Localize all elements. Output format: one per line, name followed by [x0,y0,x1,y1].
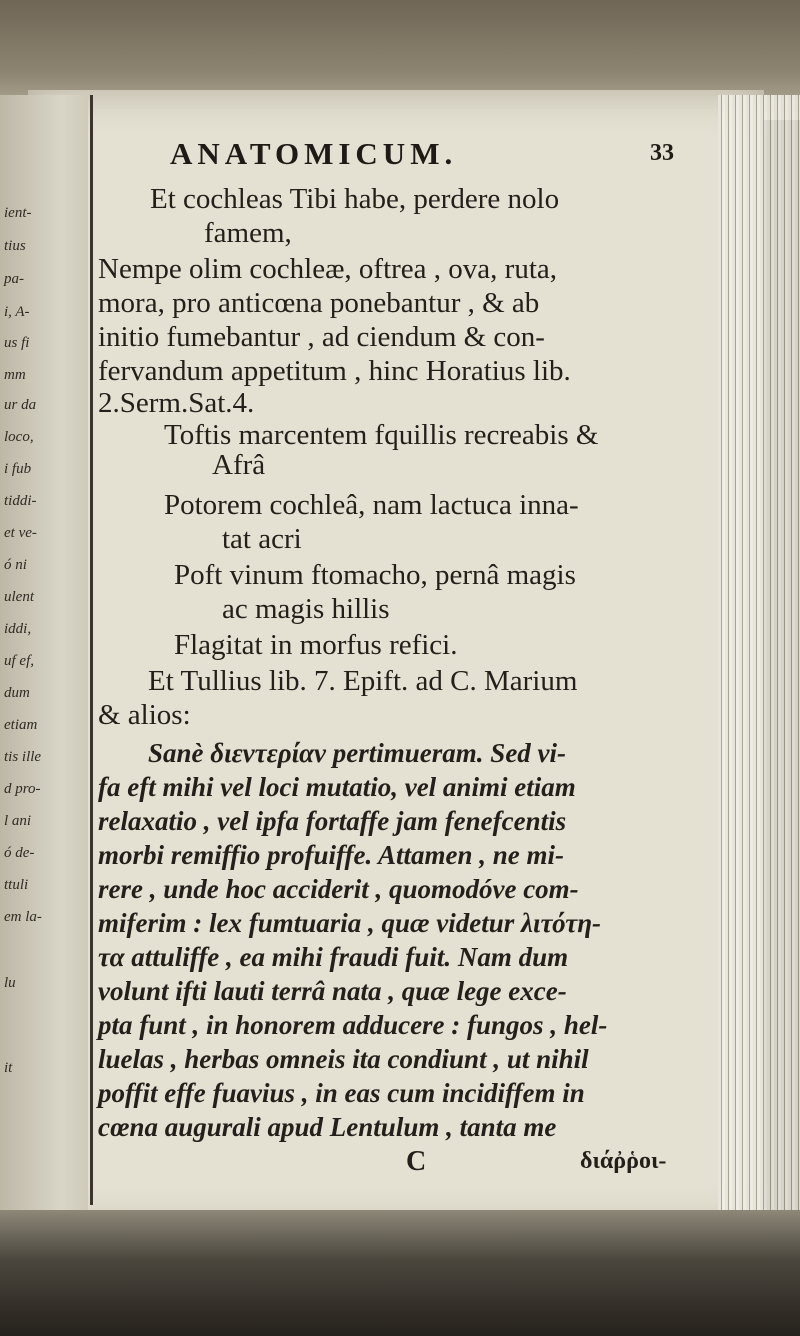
text-line: Nempe olim cochleæ, oftrea , ova, ruta, [98,253,558,285]
previous-page-fragment: ulent [4,589,34,605]
text-line: cœna augurali apud Lentulum , tanta me [98,1112,557,1142]
text-line: tat acri [222,523,302,555]
previous-page-fragment: ó de- [4,845,35,861]
text-line: Flagitat in morfus refici. [174,629,458,661]
running-head: ANATOMICUM. [170,136,458,171]
previous-page-fragment: i, A- [4,304,30,320]
text-line: Sanè διεντερίαν pertimueram. Sed vi- [148,738,567,768]
previous-page-fragment: tius [4,238,26,254]
text-line: Toftis marcentem fquillis recreabis & [164,419,599,451]
text-line: Et Tullius lib. 7. Epift. ad C. Marium [148,665,578,697]
text-line: poffit effe fuavius , in eas cum incidiffem in [98,1078,585,1108]
page-stack-edge [718,95,800,1215]
previous-page-edge [0,95,88,1215]
previous-page-fragment: tiddi- [4,493,37,509]
previous-page-fragment: d pro- [4,781,41,797]
text-line: & alios: [98,699,191,731]
previous-page-fragment: mm [4,367,26,383]
page-header [170,136,710,176]
text-line: morbi remiffio profuiffe. Attamen , ne mi- [98,840,565,870]
previous-page-fragment: it [4,1060,13,1076]
previous-page-fragment: uf ef, [4,653,34,669]
previous-page-fragment: tis ille [4,749,42,765]
previous-page-fragment: dum [4,685,30,701]
text-line: ac magis hillis [222,593,390,625]
signature-mark: C [406,1146,427,1177]
previous-page-fragment: us fi [4,335,30,351]
scan-background-bottom [0,1210,800,1336]
previous-page-fragment: etiam [4,717,38,733]
previous-page-fragment: em la- [4,909,42,925]
text-line: rere , unde hoc acciderit , quomodóve com- [98,874,579,904]
previous-page-fragment: et ve- [4,525,37,541]
text-line: volunt ifti lauti terrâ nata , quæ lege exce- [98,976,567,1006]
text-line: 2.Serm.Sat.4. [98,387,255,419]
previous-page-fragment: iddi, [4,621,32,637]
text-line: famem, [204,217,292,249]
previous-page-fragment: l ani [4,813,32,829]
text-line: luelas , herbas omneis ita condiunt , ut nihil [98,1044,589,1074]
text-line: initio fumebantur , ad ciendum & con- [98,321,545,353]
text-line: miferim : lex fumtuaria , quæ videtur λιτότη- [98,908,602,938]
previous-page-fragment: loco, [4,429,34,445]
catchword: διάῤῥοι- [580,1148,667,1174]
previous-page-fragment: ó ni [4,557,27,573]
page-number: 33 [650,140,674,166]
text-line: Potorem cochleâ, nam lactuca inna- [164,489,579,521]
text-line: Afrâ [212,449,266,481]
text-line: fervandum appetitum , hinc Horatius lib. [98,355,571,387]
previous-page-fragment: ttuli [4,877,29,893]
text-line: pta funt , in honorem adducere : fungos , hel- [98,1010,608,1040]
text-line: mora, pro anticœna ponebantur , & ab [98,287,540,319]
text-line: fa eft mihi vel loci mutatio, vel animi etiam [98,772,576,802]
text-line: Et cochleas Tibi habe, perdere nolo [150,183,560,215]
previous-page-fragment: ur da [4,397,37,413]
text-line: relaxatio , vel ipfa fortaffe jam fenefcentis [98,806,567,836]
text-line: τα attuliffe , ea mihi fraudi fuit. Nam dum [98,942,569,972]
book-gutter [90,95,93,1205]
previous-page-fragment: ient- [4,205,32,221]
text-line: Poft vinum ftomacho, pernâ magis [174,559,576,591]
previous-page-fragment: lu [4,975,16,991]
previous-page-fragment: i fub [4,461,32,477]
previous-page-fragment: pa- [4,271,24,287]
